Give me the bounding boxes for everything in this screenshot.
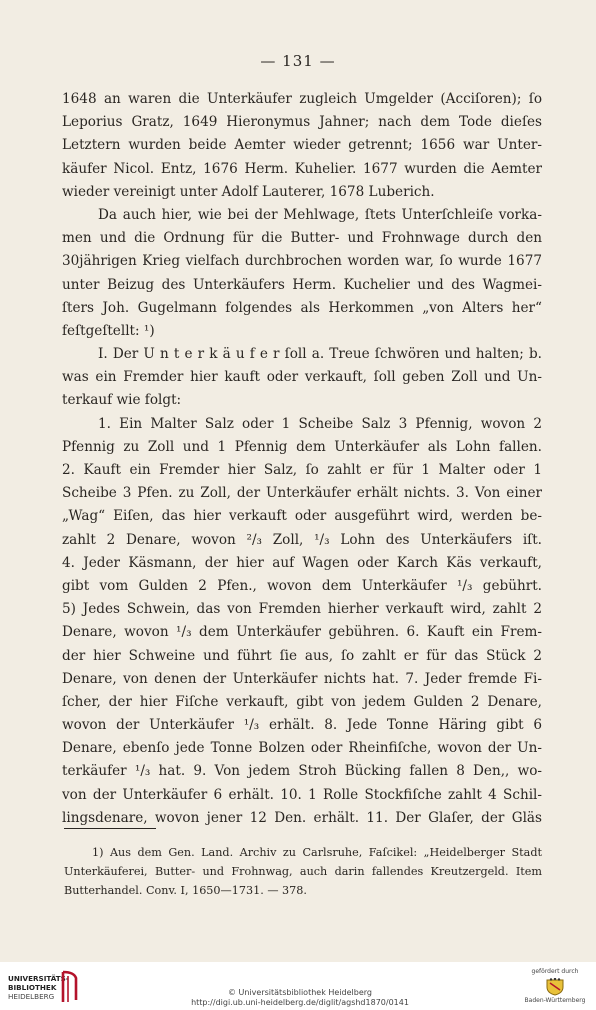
- body-line: was ein Fremder hier kauft oder verkauft, ſoll geben Zoll und Un-: [62, 369, 542, 386]
- footnote-line: Butterhandel. Conv. I, 1650—1731. — 378.: [64, 884, 307, 897]
- body-line: Pfennig zu Zoll und 1 Pfennig dem Unterkäufer als Lohn fallen.: [62, 438, 542, 455]
- footnote-divider: [64, 828, 156, 829]
- body-line: gibt vom Gulden 2 Pfen., wovon dem Unterkäufer ¹/₃ gebührt.: [62, 577, 542, 594]
- footnote-line: Unterkäuferei, Butter- und Frohnwag, auch darin fallendes Kreutzergeld. Item: [64, 865, 542, 878]
- body-line: Da auch hier, wie bei der Mehlwage, ſtets Unterſchleiſe vorka-: [98, 206, 542, 223]
- body-line: ſcher, der hier Fiſche verkauft, gibt von jedem Gulden 2 Denare,: [62, 693, 542, 710]
- library-name: UNIVERSITÄTS- BIBLIOTHEK HEIDELBERG: [8, 974, 69, 1001]
- body-line: Leporius Gratz, 1649 Hieronymus Jahner; nach dem Tode dieſes: [62, 114, 542, 131]
- body-line: wovon der Unterkäufer ¹/₃ erhält. 8. Jede Tonne Häring gibt 6: [62, 717, 542, 734]
- footnote-line: 1) Aus dem Gen. Land. Archiv zu Carlsruhe, Faſcikel: „Heidelberger Stadt: [92, 846, 542, 859]
- body-line: von der Unterkäufer 6 erhält. 10. 1 Rolle Stockfiſche zahlt 4 Schil-: [62, 786, 542, 803]
- body-line: 1648 an waren die Unterkäufer zugleich Umgelder (Acciſoren); ſo: [62, 91, 542, 107]
- footnote: [64, 843, 542, 900]
- copyright-text: © Universitätsbibliothek Heidelberg: [227, 988, 372, 997]
- credits: [150, 988, 450, 1008]
- library-logo[interactable]: [8, 968, 138, 1008]
- coat-of-arms-icon: [545, 978, 565, 996]
- library-seal-icon: [60, 970, 80, 1004]
- body-line: feſtgeſtellt: ¹): [62, 322, 155, 339]
- digitization-footer: [0, 962, 596, 1010]
- body-line: Denare, von denen der Unterkäufer nichts hat. 7. Jeder fremde Fi-: [62, 670, 542, 687]
- body-line: I. Der U n t e r k ä u f e r ſoll a. Treue ſchwören und halten; b.: [98, 346, 542, 363]
- body-line: „Wag“ Eiſen, das hier verkauft oder ausgeführt wird, werden be-: [62, 508, 542, 525]
- page-number: — 131 —: [260, 52, 336, 70]
- body-line: 4. Jeder Käsmann, der hier auf Wagen oder Karch Käs verkauft,: [62, 554, 542, 571]
- body-line: der hier Schweine und führt ſie aus, ſo zahlt er für das Stück 2: [62, 647, 542, 664]
- body-line: ſters Joh. Gugelmann folgendes als Herkommen „von Alters her“: [62, 299, 542, 316]
- body-line: terkäufer ¹/₃ hat. 9. Von jedem Stroh Bücking fallen 8 Den,, wo-: [62, 763, 542, 780]
- funder-name: Baden-Württemberg: [524, 997, 586, 1004]
- body-line: lingsdenare, wovon jener 12 Den. erhält. 11. Der Glaſer, der Gläs: [62, 809, 542, 826]
- permalink-url[interactable]: http://digi.ub.uni-heidelberg.de/diglit/agshd1870/0141: [191, 998, 409, 1007]
- funder-logo[interactable]: [520, 968, 590, 1004]
- body-line: käufer Nicol. Entz, 1676 Herm. Kuhelier. 1677 wurden die Aemter: [62, 160, 542, 177]
- body-line: Scheibe 3 Pfen. zu Zoll, der Unterkäufer erhält nichts. 3. Von einer: [62, 485, 542, 502]
- body-line: 2. Kauft ein Fremder hier Salz, ſo zahlt er für 1 Malter oder 1: [62, 462, 542, 478]
- body-line: zahlt 2 Denare, wovon ²/₃ Zoll, ¹/₃ Lohn des Unterkäufers iſt.: [62, 531, 542, 548]
- body-line: wieder vereinigt unter Adolf Lauterer, 1678 Luberich.: [62, 183, 435, 200]
- funded-by-label: gefördert durch: [531, 968, 579, 975]
- body-line: Denare, ebenſo jede Tonne Bolzen oder Rheinfiſche, wovon der Un-: [62, 740, 542, 757]
- body-line: Letztern wurden beide Aemter wieder getrennt; 1656 war Unter-: [62, 137, 542, 154]
- body-line: men und die Ordnung für die Butter- und Frohnwage durch den: [62, 230, 542, 247]
- body-line: 1. Ein Malter Salz oder 1 Scheibe Salz 3 Pfennig, wovon 2: [98, 415, 542, 432]
- body-line: unter Beizug des Unterkäufers Herm. Kuchelier und des Wagmei-: [62, 276, 542, 293]
- body-line: 30jährigen Krieg vielfach durchbrochen worden war, ſo wurde 1677: [62, 253, 542, 270]
- body-line: Denare, wovon ¹/₃ dem Unterkäufer gebühren. 6. Kauft ein Frem-: [62, 624, 542, 641]
- body-text: [62, 88, 542, 830]
- body-line: terkauf wie folgt:: [62, 392, 182, 409]
- body-line: 5) Jedes Schwein, das von Fremden hierher verkauft wird, zahlt 2: [62, 601, 542, 618]
